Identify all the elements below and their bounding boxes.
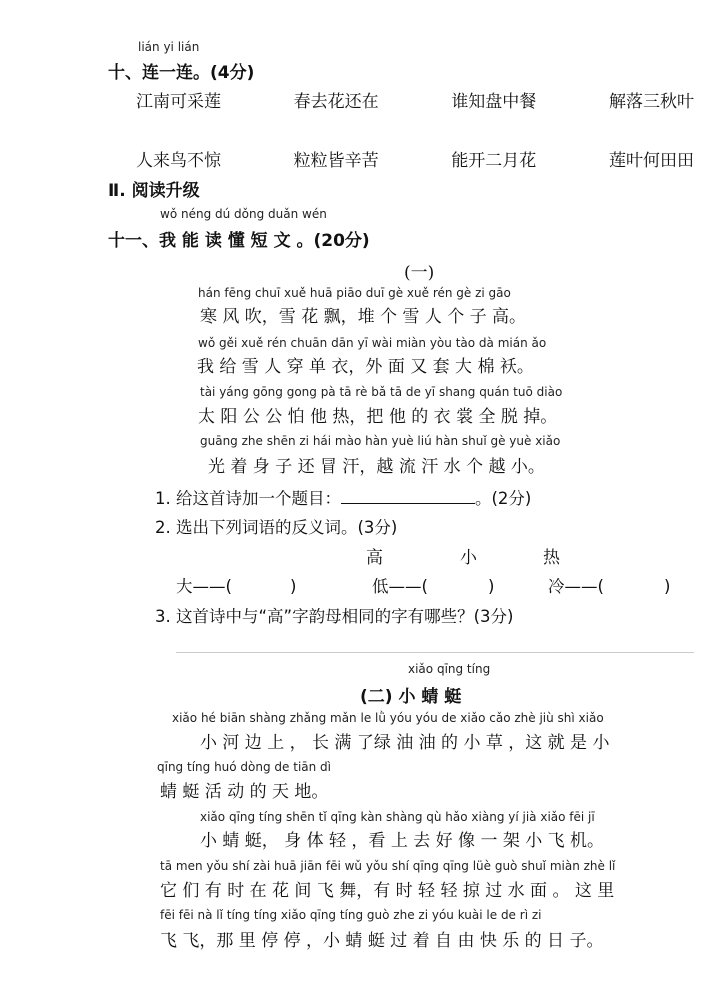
match-item[interactable]: 谁知盘中餐 xyxy=(451,92,537,112)
poem1-line-3: 太 阳 公 公 怕 他 热，把 他 的 衣 裳 全 脱 掉。 xyxy=(198,407,558,427)
poem1-line-4: 光 着 身 子 还 冒 汗，越 流 汗 水 个 越 小。 xyxy=(208,457,545,477)
poem1-pinyin-2: wǒ gěi xuě rén chuān dān yī wài miàn yòu tào dà mián ǎo xyxy=(198,336,547,350)
match-item[interactable]: 能开二月花 xyxy=(451,151,537,171)
poem2-line-5: 飞 飞，那 里 停 停 ，小 蜻 蜓 过 着 自 由 快 乐 的 日 子。 xyxy=(160,931,604,951)
poem2-pinyin-1: xiǎo hé biān shàng zhǎng mǎn le lǜ yóu yóu de xiǎo cǎo zhè jiù shì xiǎo xyxy=(172,711,604,725)
question-2: 2. 选出下列词语的反义词。(3分) xyxy=(155,518,398,537)
poem1-title: (一) xyxy=(404,263,435,283)
answer-close-paren: ) xyxy=(289,577,297,596)
poem1-pinyin-1: hán fēng chuī xuě huā piāo duī gè xuě rén gè zi gāo xyxy=(198,286,511,300)
pair-dash: —— xyxy=(192,577,226,596)
match-item[interactable]: 解落三秋叶 xyxy=(608,92,694,112)
pair-dash: —— xyxy=(564,577,598,596)
poem2-line-4: 它 们 有 时 在 花 间 飞 舞，有 时 轻 轻 掠 过 水 面 。 这 里 xyxy=(160,881,615,901)
answer-open-paren[interactable]: ( xyxy=(225,577,232,596)
antonym-pair xyxy=(548,573,670,597)
poem2-title: (二) 小 蜻 蜓 xyxy=(360,687,462,707)
poem1-line-1: 寒 风 吹，雪 花 飘，堆 个 雪 人 个 子 高。 xyxy=(200,307,527,327)
question-1 xyxy=(155,485,531,509)
match-item[interactable]: 江南可采莲 xyxy=(136,92,221,112)
poem2-line-3: 小 蜻 蜓， 身 体 轻 ，看 上 去 好 像 一 架 小 飞 机。 xyxy=(200,831,605,851)
match-item[interactable]: 莲叶何田田 xyxy=(608,151,694,171)
match-row-top xyxy=(136,87,694,112)
match-item[interactable]: 春去花还在 xyxy=(293,92,379,112)
part2-heading: Ⅱ. 阅读升级 xyxy=(108,181,200,201)
pair-word: 大 xyxy=(176,577,193,596)
poem2-pinyin-2: qīng tíng huó dòng de tiān dì xyxy=(157,760,332,774)
question-1-score: 。(2分) xyxy=(475,489,532,508)
poem2-pinyin-4: tā men yǒu shí zài huā jiān fēi wǔ yǒu shí qīng qīng lüè guò shuǐ miàn zhè lǐ xyxy=(160,859,616,873)
pair-word: 冷 xyxy=(548,577,565,596)
poem1-line-2: 我 给 雪 人 穿 单 衣，外 面 又 套 大 棉 袄。 xyxy=(197,357,534,377)
option-word: 热 xyxy=(543,548,560,568)
title-answer-blank[interactable] xyxy=(341,489,475,504)
sec10-pinyin: lián yi lián xyxy=(138,40,200,54)
antonym-pair xyxy=(176,573,296,597)
answer-open-paren[interactable]: ( xyxy=(421,577,428,596)
option-word: 高 xyxy=(366,548,383,568)
poem1-pinyin-4: guāng zhe shēn zi hái mào hàn yuè liú hàn shuǐ gè yuè xiǎo xyxy=(200,434,561,448)
poem2-title-pinyin: xiǎo qīng tíng xyxy=(408,662,491,676)
match-item[interactable]: 人来鸟不惊 xyxy=(136,151,221,171)
question-3: 3. 这首诗中与“高”字韵母相同的字有哪些？(3分) xyxy=(155,607,514,626)
poem2-pinyin-3: xiǎo qīng tíng shēn tǐ qīng kàn shàng qù hǎo xiàng yí jià xiǎo fēi jī xyxy=(200,810,595,824)
sec11-heading: 十一、我 能 读 懂 短 文 。(20分) xyxy=(108,231,370,251)
question-1-text: 1. 给这首诗加一个题目： xyxy=(155,489,341,508)
match-row-bottom xyxy=(136,146,694,171)
answer-close-paren: ) xyxy=(487,577,495,596)
option-word: 小 xyxy=(460,548,477,568)
section-divider xyxy=(176,652,694,653)
sec11-pinyin: wǒ néng dú dǒng duǎn wén xyxy=(160,207,327,221)
pair-dash: —— xyxy=(388,577,422,596)
poem2-line-2: 蜻 蜓 活 动 的 天 地。 xyxy=(160,782,329,802)
pair-word: 低 xyxy=(372,577,389,596)
poem2-pinyin-5: fēi fēi nà lǐ tíng tíng xiǎo qīng tíng guò zhe zi yóu kuài le de rì zi xyxy=(160,908,542,922)
sec10-heading: 十、连一连。(4分) xyxy=(108,63,255,83)
answer-open-paren[interactable]: ( xyxy=(597,577,604,596)
match-item[interactable]: 粒粒皆辛苦 xyxy=(293,151,379,171)
antonym-pair xyxy=(372,573,494,597)
answer-close-paren: ) xyxy=(663,577,671,596)
poem1-pinyin-3: tài yáng gōng gong pà tā rè bǎ tā de yī shang quán tuō diào xyxy=(200,385,563,399)
poem2-line-1: 小 河 边 上 ， 长 满 了绿 油 油 的 小 草 ，这 就 是 小 xyxy=(200,733,610,753)
